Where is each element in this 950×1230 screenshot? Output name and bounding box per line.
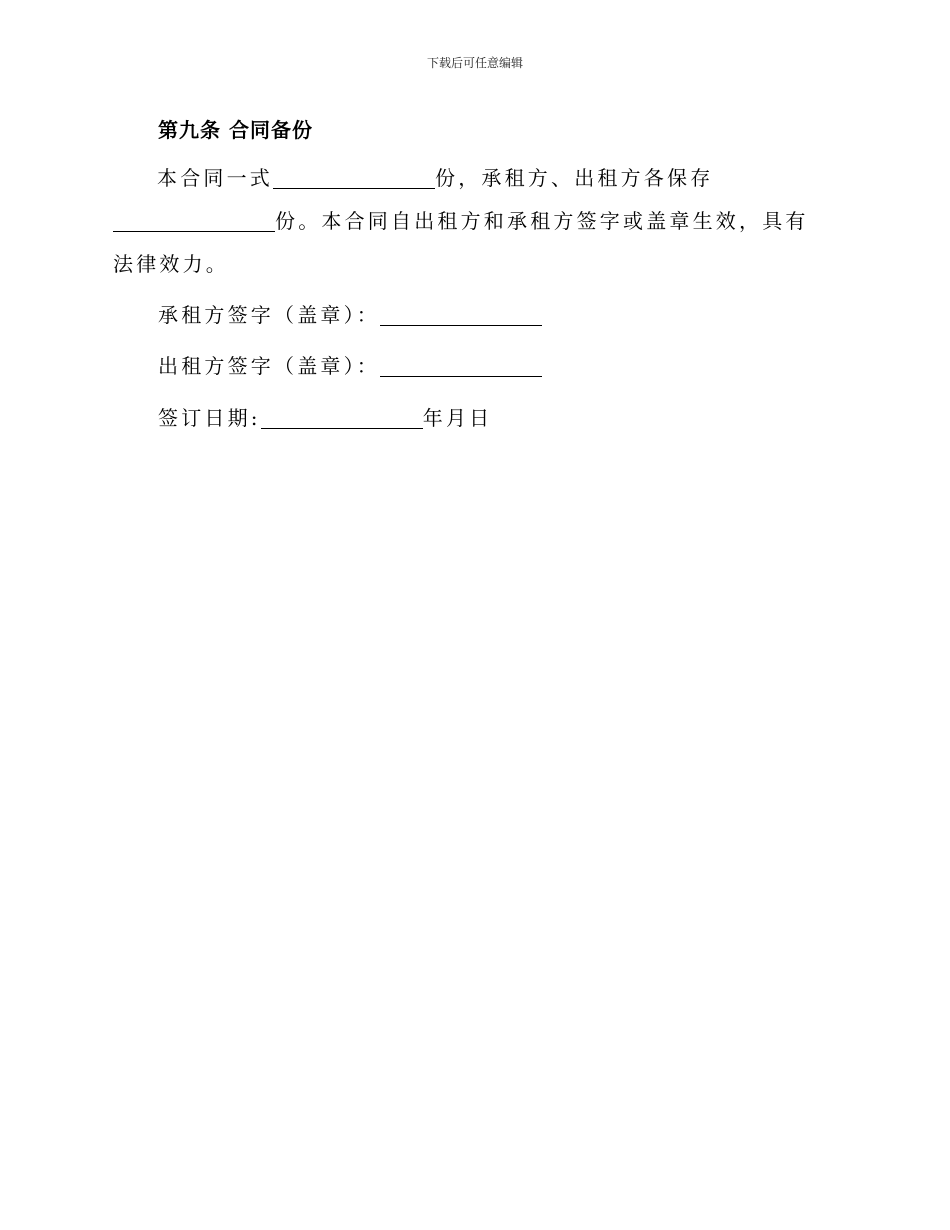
tenant-signature-label: 承租方签字（盖章）： (158, 303, 380, 327)
contract-copies-paragraph (113, 157, 825, 286)
copies-text-after-total: 份，承租方、出租方各保存 (435, 166, 714, 190)
copies-text-after-each: 份。本合同自出租方和承租方签字或盖章生效，具有法律效力。 (113, 209, 809, 276)
copies-text-before-total: 本合同一式 (157, 166, 273, 190)
landlord-signature-line (158, 350, 542, 379)
total-copies-blank (273, 168, 435, 189)
each-party-copies-blank (113, 211, 275, 232)
landlord-signature-label: 出租方签字（盖章）： (158, 354, 380, 378)
sign-date-line (158, 402, 492, 431)
page-header: 下载后可任意编辑 (426, 56, 523, 70)
landlord-signature-blank (380, 356, 542, 377)
section-title: 第九条 合同备份 (158, 118, 313, 142)
sign-date-blank (261, 408, 423, 429)
sign-date-suffix: 年月日 (422, 406, 493, 430)
tenant-signature-line (158, 299, 542, 328)
sign-date-label: 签订日期: (158, 406, 261, 430)
tenant-signature-blank (380, 305, 542, 326)
